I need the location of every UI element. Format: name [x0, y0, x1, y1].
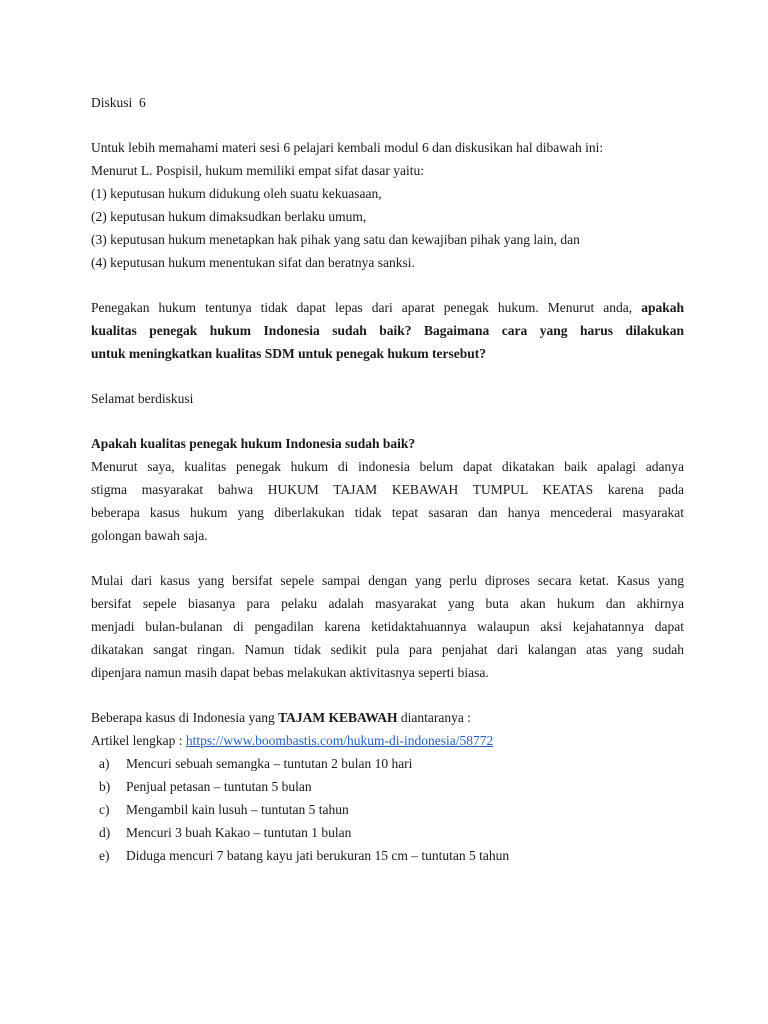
answer-paragraph-1	[91, 455, 684, 547]
article-line	[91, 729, 684, 752]
list-item	[91, 775, 684, 798]
sifat-item-2: (2) keputusan hukum dimaksudkan berlaku umum,	[91, 209, 367, 224]
para2-line: menjadi bulan-bulanan di pengadilan karena ketidaktahuannya walaupun aksi kejahatannya dapat	[91, 619, 684, 634]
para2-line: dikatakan sangat ringan. Namun tidak sedikit pula para penjahat dari kalangan atas yang sudah	[91, 642, 684, 657]
answer-paragraph-2	[91, 569, 684, 684]
answer-heading: Apakah kualitas penegak hukum Indonesia sudah baik?	[91, 436, 416, 451]
list-item-text: Mencuri 3 buah Kakao – tuntutan 1 bulan	[126, 825, 352, 840]
question-paragraph	[91, 296, 684, 365]
article-label: Artikel lengkap :	[91, 733, 186, 748]
pospisil-intro: Menurut L. Pospisil, hukum memiliki empat sifat dasar yaitu:	[91, 163, 424, 178]
closing-text: Selamat berdiskusi	[91, 391, 194, 406]
para2-line: bersifat sepele biasanya para pelaku adalah masyarakat yang buta akan hukum dan akhirnya	[91, 596, 684, 611]
document-title: Diskusi 6	[91, 95, 146, 110]
cases-intro: Beberapa kasus di Indonesia yang TAJAM KEBAWAH diantaranya :	[91, 710, 471, 725]
article-link[interactable]: https://www.boombastis.com/hukum-di-indonesia/58772	[185, 733, 494, 748]
list-item	[91, 798, 684, 821]
list-marker: b)	[99, 779, 111, 794]
list-item	[91, 821, 684, 844]
question-line-2: kualitas penegak hukum Indonesia sudah baik? Bagaimana cara yang harus dilakukan	[91, 323, 684, 338]
list-item	[91, 844, 684, 867]
list-item	[91, 752, 684, 775]
sifat-item-3: (3) keputusan hukum menetapkan hak pihak yang satu dan kewajiban pihak yang lain, dan	[91, 232, 580, 247]
list-item-text: Penjual petasan – tuntutan 5 bulan	[126, 779, 312, 794]
list-marker: c)	[99, 802, 110, 817]
list-item-text: Mencuri sebuah semangka – tuntutan 2 bulan 10 hari	[126, 756, 413, 771]
question-line-1: Penegakan hukum tentunya tidak dapat lepas dari aparat penegak hukum. Menurut anda, apakah	[91, 300, 684, 315]
list-marker: d)	[99, 825, 111, 840]
list-item-text: Mengambil kain lusuh – tuntutan 5 tahun	[126, 802, 349, 817]
list-item-text: Diduga mencuri 7 batang kayu jati berukuran 15 cm – tuntutan 5 tahun	[126, 848, 510, 863]
para1-line: golongan bawah saja.	[91, 528, 208, 543]
para1-line: beberapa kasus hukum yang diberlakukan tidak tepat sasaran dan hanya mencederai masyarakat	[91, 505, 684, 520]
sifat-item-1: (1) keputusan hukum didukung oleh suatu kekuasaan,	[91, 186, 382, 201]
sifat-item-4: (4) keputusan hukum menentukan sifat dan beratnya sanksi.	[91, 255, 415, 270]
para1-line: stigma masyarakat bahwa HUKUM TAJAM KEBAWAH TUMPUL KEATAS karena pada	[91, 482, 684, 497]
para2-line: Mulai dari kasus yang bersifat sepele sampai dengan yang perlu diproses secara ketat. Kasus yang	[91, 573, 684, 588]
list-marker: a)	[99, 756, 110, 771]
question-line-3: untuk meningkatkan kualitas SDM untuk penegak hukum tersebut?	[91, 346, 486, 361]
para1-line: Menurut saya, kualitas penegak hukum di indonesia belum dapat dikatakan baik apalagi adanya	[91, 459, 684, 474]
intro-text: Untuk lebih memahami materi sesi 6 pelajari kembali modul 6 dan diskusikan hal dibawah ini:	[91, 140, 604, 155]
document-body	[91, 91, 684, 867]
para2-line: dipenjara namun masih dapat bebas melakukan aktivitasnya seperti biasa.	[91, 665, 489, 680]
list-marker: e)	[99, 848, 110, 863]
